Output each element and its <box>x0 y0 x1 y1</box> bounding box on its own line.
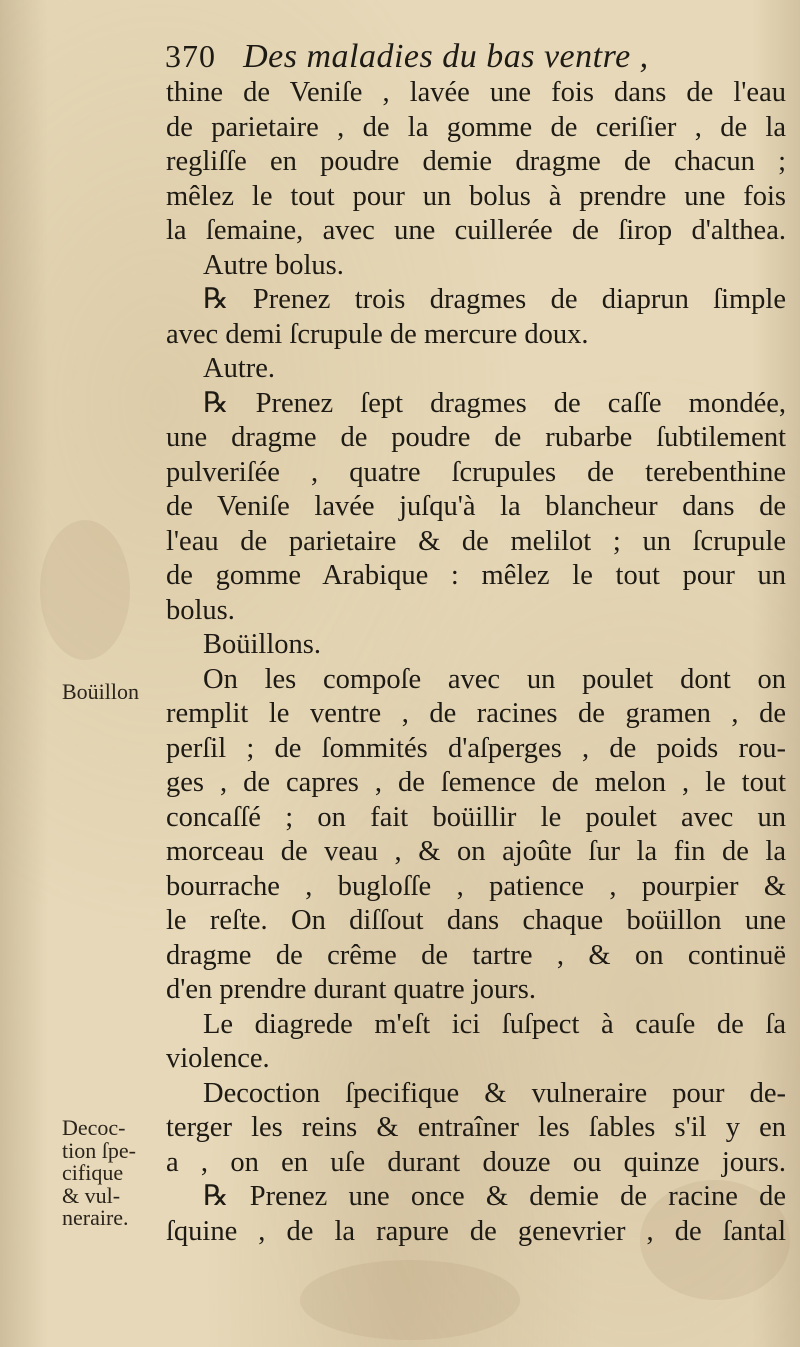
paper-stain <box>40 520 130 660</box>
text-line: de gomme Arabique : mêlez le tout pour un <box>166 560 786 591</box>
text-line: Le diagrede m'eſt ici ſuſpect à cauſe de ſa <box>203 1008 786 1040</box>
text-line: ſquine , de la rapure de genevrier , de ſantal <box>166 1215 786 1247</box>
text-line: avec demi ſcrupule de mercure doux. <box>166 318 589 350</box>
text-line: ℞ Prenez trois dragmes de diaprun ſimple <box>203 284 786 315</box>
text-line: de parietaire , de la gomme de ceriſier , de la <box>166 111 786 143</box>
text-line: On les compoſe avec un poulet dont on <box>203 663 786 695</box>
text-line: remplit le ventre , de racines de gramen , de <box>166 698 786 729</box>
text-line: thine de Veniſe , lavée une fois dans de l'eau <box>166 77 786 108</box>
margin-note-line: neraire. <box>62 1205 129 1230</box>
running-head: Des maladies du bas ventre , <box>243 38 649 75</box>
text-line: ℞ Prenez ſept dragmes de caſſe mondée, <box>203 387 786 419</box>
margin-note-line: & vul- <box>62 1182 121 1208</box>
text-line: a , on en uſe durant douze ou quinze jours. <box>166 1146 786 1178</box>
text-line: concaſſé ; on fait boüillir le poulet avec un <box>166 801 786 833</box>
margin-note-bouillon <box>62 681 162 704</box>
text-line: ℞ Prenez une once & demie de racine de <box>203 1181 786 1212</box>
paper-stain <box>300 1260 520 1340</box>
text-line: perſil ; de ſommités d'aſperges , de poids rou- <box>166 732 786 764</box>
text-line: d'en prendre durant quatre jours. <box>166 974 536 1005</box>
text-line: Decoction ſpecifique & vulneraire pour de- <box>203 1077 786 1109</box>
text-line: le reſte. On diſſout dans chaque boüillon une <box>166 905 786 936</box>
section-heading: Autre bolus. <box>203 249 344 281</box>
text-line: l'eau de parietaire & de melilot ; un ſcrupule <box>166 525 786 557</box>
text-line: bolus. <box>166 594 235 626</box>
text-line: violence. <box>166 1043 270 1074</box>
page-number: 370 <box>165 38 216 74</box>
text-line: mêlez le tout pour un bolus à prendre une fois <box>166 180 786 212</box>
margin-note-decoction <box>62 1117 162 1230</box>
text-line: pulveriſée , quatre ſcrupules de terebenthine <box>166 456 786 488</box>
text-line: une dragme de poudre de rubarbe ſubtilement <box>166 422 786 453</box>
text-line: morceau de veau , & on ajoûte ſur la fin de la <box>166 836 786 867</box>
text-line: de Veniſe lavée juſqu'à la blancheur dans de <box>166 491 786 522</box>
section-heading: Boüillons. <box>203 629 321 660</box>
text-line: regliſſe en poudre demie dragme de chacun ; <box>166 146 786 177</box>
text-line: la ſemaine, avec une cuillerée de ſirop d'althea. <box>166 215 786 246</box>
margin-note-line: cifique <box>62 1160 124 1185</box>
text-line: ges , de capres , de ſemence de melon , le tout <box>166 767 786 798</box>
text-line: terger les reins & entraîner les ſables s'il y en <box>166 1112 786 1143</box>
margin-note-line: Boüillon <box>62 679 140 704</box>
text-line: dragme de crême de tartre , & on continuë <box>166 939 786 971</box>
section-heading: Autre. <box>203 353 276 384</box>
margin-note-line: Decoc- <box>62 1115 126 1140</box>
text-line: bourrache , bugloſſe , patience , pourpier & <box>166 870 786 902</box>
margin-note-line: tion ſpe- <box>62 1137 136 1163</box>
